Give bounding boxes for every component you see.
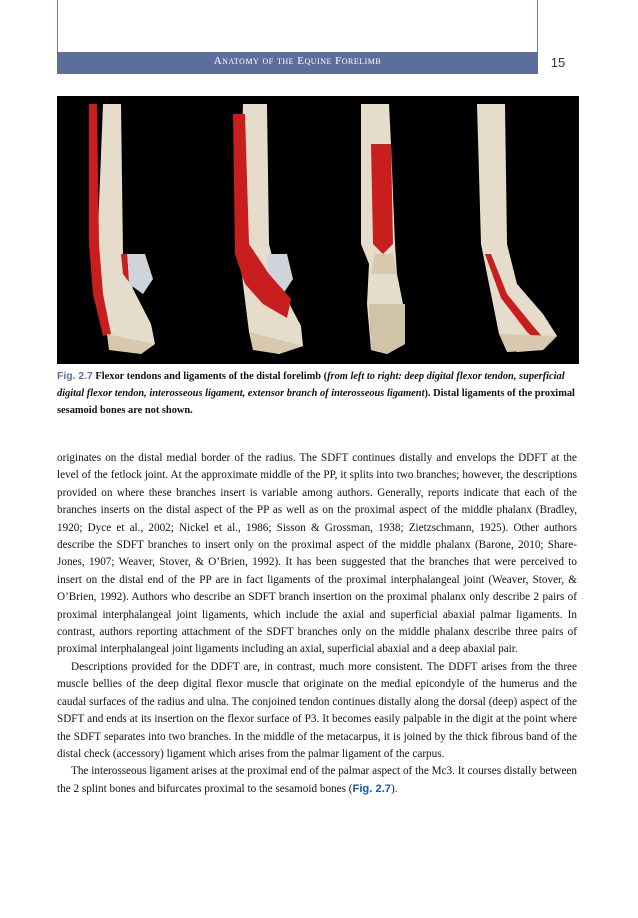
figure-caption <box>57 368 577 419</box>
caption-tail: ). Distal ligaments of the proximal sesamoid bones are not shown. <box>57 388 575 416</box>
running-header-title: Anatomy of the Equine Forelimb <box>213 55 382 67</box>
paragraph-ddft: Descriptions provided for the DDFT are, in contrast, much more consistent. The DDFT arises from the three muscle bellies of the deep digital flexor muscle that originate on the medial epicondyle of the humerus and the caudal surfaces of the radius and ulna. The conjoined tendon continues distally along the dorsal (deep) aspect of the SDFT and ends at its insertion on the flexor surface of P3. It becomes easily palpable in the digit at the point where the SDFT separates into two branches. In the middle of the metacarpus, it is joined by the thick fibrous band of the distal check (accessory) ligament which arises from the palmar ligament of the carpus. <box>57 660 577 760</box>
top-rule-right <box>537 0 538 52</box>
body-text <box>57 450 577 798</box>
figure-photo-superficial-digital-flexor-tendon <box>183 104 323 358</box>
paragraph-interosseous-text: The interosseous ligament arises at the proximal end of the palmar aspect of the Mc3. It courses distally between the 2 splint bones and bifurcates proximal to the sesamoid bones ( <box>57 765 577 795</box>
paragraph-interosseous-tail: ). <box>391 782 398 795</box>
figure-photo-deep-digital-flexor-tendon <box>63 104 175 358</box>
caption-italic: from left to right: deep digital flexor tendon, superficial digital flexor tendon, interosseous ligament, extensor branch of interosseous ligament <box>57 371 565 399</box>
caption-lead: Flexor tendons and ligaments of the distal forelimb ( <box>92 371 328 382</box>
paragraph-interosseous <box>57 763 577 798</box>
figure-photo-extensor-branch-interosseous-ligament <box>447 104 573 358</box>
top-rule-left <box>57 0 58 52</box>
figure-label: Fig. 2.7 <box>57 371 93 382</box>
figure-reference-link[interactable]: Fig. 2.7 <box>352 782 392 795</box>
paragraph-sdft: originates on the distal medial border of the radius. The SDFT continues distally and envelops the DDFT at the level of the fetlock joint. At the approximate middle of the PP, it splits into two branches; however, the descriptions provided on where these branches insert is variable among authors. Generally, reports indicate that each of the branches inserts on the distal aspect of the PP as well as on the proximal aspect of the middle phalanx (Bradley, 1920; Dyce et al., 2002; Nickel et al., 1986; Sisson & Grossman, 1938; Zietzschmann, 1925). Other authors describe the SDFT branches to insert only on the proximal aspect of the middle phalanx (Barone, 2010; Share-Jones, 1907; Weaver, Stover, & O’Brien, 1992). It has been suggested that the branches that were perceived to insert on the distal end of the PP are in fact ligaments of the proximal interphalangeal joint (Weaver, Stover, & O’Brien, 1992). Authors who describe an SDFT branch insertion on the proximal phalanx only describe 2 pairs of proximal interphalangeal joint ligaments, which include the axial and superficial abaxial palmar ligaments. In contrast, authors reporting attachment of the SDFT branches only on the middle phalanx describe three pairs of proximal interphalangeal joint ligaments including an axial, superficial abaxial and a deep abaxial pair. <box>57 452 577 656</box>
page-number: 15 <box>550 55 566 70</box>
interosseous-highlight <box>371 144 393 254</box>
figure-2-7 <box>57 96 579 364</box>
figure-photo-interosseous-ligament <box>331 104 439 358</box>
running-header <box>57 52 538 74</box>
